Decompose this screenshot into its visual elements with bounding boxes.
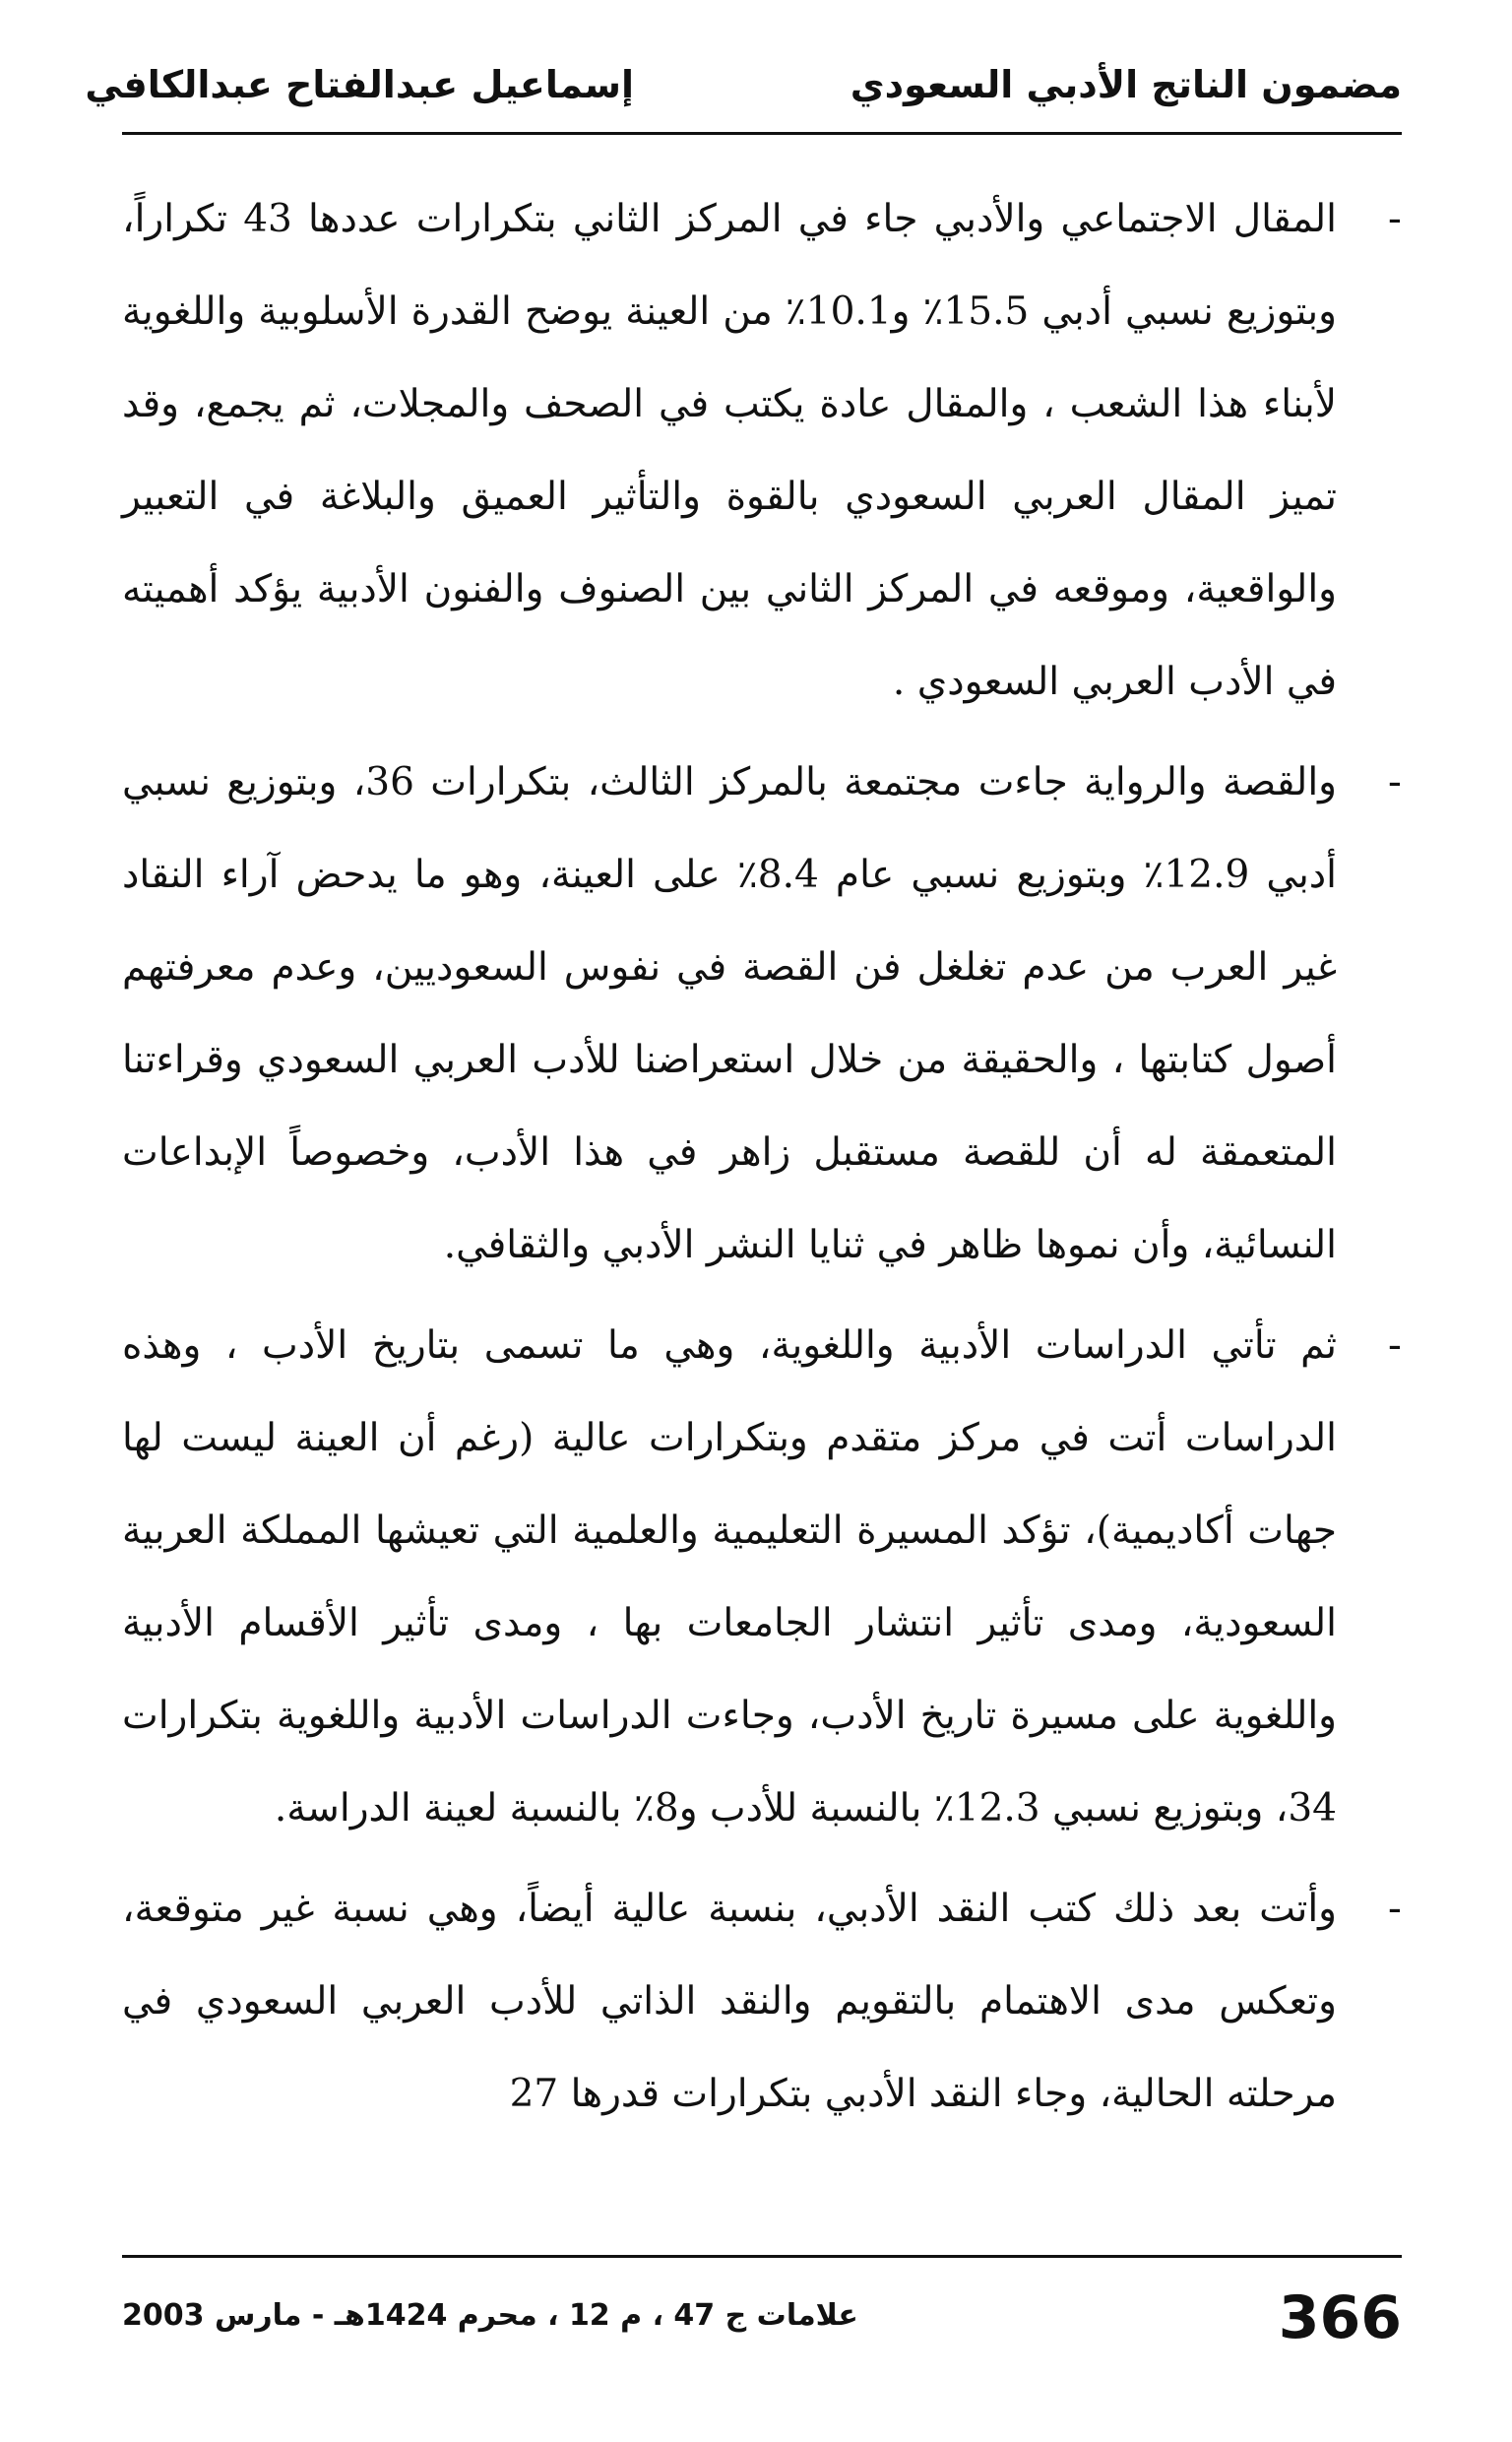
body-text: [122, 173, 1402, 2149]
running-header: [85, 49, 1402, 128]
page-number: 366: [1278, 2283, 1402, 2352]
paragraph-text: ثم تأتي الدراسات الأدبية واللغوية، وهي ما تسمى بتاريخ الأدب ، وهذه الدراسات أتت في مركز متقدم وبتكرارات عالية (رغم أن العينة ليست لها جهات أكاديمية)، تؤكد المسيرة التعليمية والعلمية التي تعيشها المملكة العربية السعودية، ومدى تأثير انتشار الجامعات بها ، ومدى تأثير الأقسام الأدبية واللغوية على مسيرة تاريخ الأدب، وجاءت الدراسات الأدبية واللغوية بتكرارات 34، وبتوزيع نسبي 12.3٪ بالنسبة للأدب و8٪ بالنسبة لعينة الدراسة.: [122, 1323, 1337, 1831]
footer-divider: [122, 2255, 1402, 2258]
paragraph-story-novel: [122, 737, 1402, 1292]
bullet-dash: -: [1387, 1323, 1402, 1368]
bullet-dash: -: [1387, 1887, 1402, 1931]
paragraph-text: المقال الاجتماعي والأدبي جاء في المركز الثاني بتكرارات عددها 43 تكراراً، وبتوزيع نسبي أدبي 15.5٪ و10.1٪ من العينة يوضح القدرة الأسلوبية واللغوية لأبناء هذا الشعب ، والمقال عادة يكتب في الصحف والمجلات، ثم يجمع، وقد تميز المقال العربي السعودي بالقوة والتأثير العميق والبلاغة في التعبير والواقعية، وموقعه في المركز الثاني بين الصنوف والفنون الأدبية يؤكد أهميته في الأدب العربي السعودي .: [122, 197, 1337, 704]
paragraph-literary-criticism: [122, 1863, 1402, 2141]
paragraph-literary-studies: [122, 1300, 1402, 1855]
bullet-dash: -: [1387, 760, 1402, 804]
book-title: مضمون الناتج الأدبي السعودي: [850, 63, 1402, 106]
paragraph-article: [122, 173, 1402, 729]
header-divider: [122, 132, 1402, 135]
paragraph-text: والقصة والرواية جاءت مجتمعة بالمركز الثالث، بتكرارات 36، وبتوزيع نسبي أدبي 12.9٪ وبتوزيع نسبي عام 8.4٪ على العينة، وهو ما يدحض آراء النقاد غير العرب من عدم تغلغل فن القصة في نفوس السعوديين، وعدم معرفتهم أصول كتابتها ، والحقيقة من خلال استعراضنا للأدب العربي السعودي وقراءتنا المتعمقة له أن للقصة مستقبل زاهر في هذا الأدب، وخصوصاً الإبداعات النسائية، وأن نموها ظاهر في ثنايا النشر الأدبي والثقافي.: [122, 760, 1337, 1267]
document-page: [85, 0, 1402, 2442]
author-name: إسماعيل عبدالفتاح عبدالكافي: [85, 63, 634, 106]
page-footer: [122, 2282, 1402, 2361]
bullet-dash: -: [1387, 197, 1402, 241]
journal-info: علامات ج 47 ، م 12 ، محرم 1424هـ - مارس 2003: [122, 2298, 858, 2333]
paragraph-text: وأتت بعد ذلك كتب النقد الأدبي، بنسبة عالية أيضاً، وهي نسبة غير متوقعة، وتعكس مدى الاهتمام بالتقويم والنقد الذاتي للأدب العربي السعودي في مرحلته الحالية، وجاء النقد الأدبي بتكرارات قدرها 27: [122, 1887, 1337, 2116]
